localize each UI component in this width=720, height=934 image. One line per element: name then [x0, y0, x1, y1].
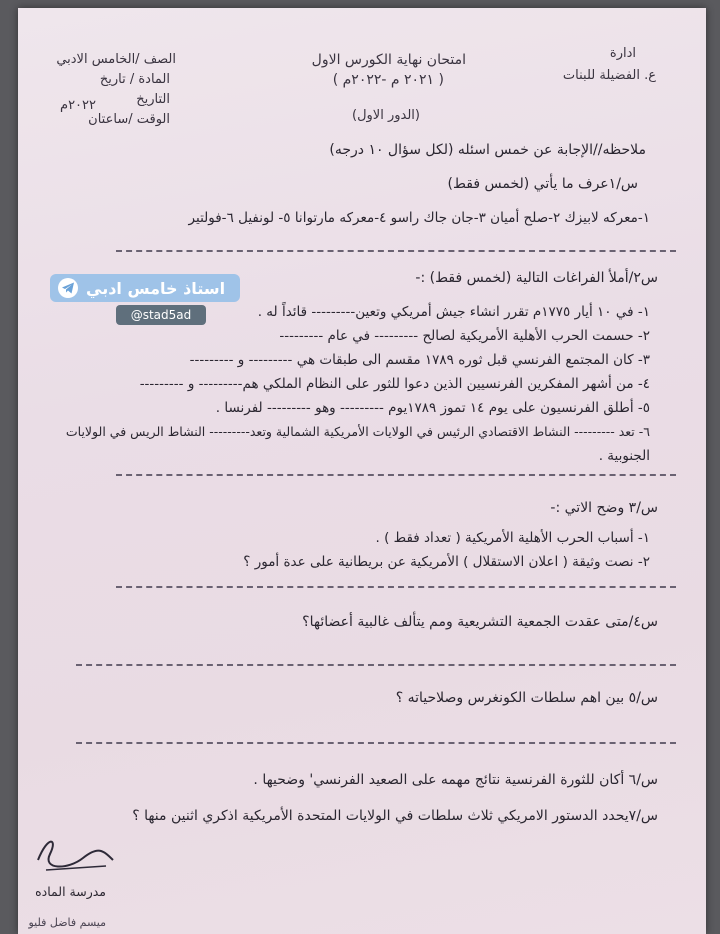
q1-terms: ١-معركه لابيزك ٢-صلح أميان ٣-جان جاك راسو ٤-معركه مارتوانا ٥- لونفيل ٦-فولتير [188, 210, 650, 226]
q2-item-2: ٢- حسمت الحرب الأهلية الأمريكية لصالح --------- في عام --------- [279, 328, 650, 344]
q3-item-2: ٢- نصت وثيقة ( اعلان الاستقلال ) الأمريكية عن بريطانية على عدة أمور ؟ [243, 554, 650, 570]
q2-item-5: ٥- أطلق الفرنسيون على يوم ١٤ تموز ١٧٨٩يوم --------- وهو --------- لفرنسا . [215, 400, 650, 416]
telegram-icon [58, 278, 78, 298]
school-name: ع. الفضيلة للبنات [562, 68, 656, 83]
q2-title: س٢/أملأ الفراغات التالية (لخمس فقط) :- [415, 270, 658, 286]
q4-question: س٤/متى عقدت الجمعية التشريعية ومم يتألف غالبية أعضائها؟ [302, 614, 658, 630]
exam-year: ( ٢٠٢١ م -٢٠٢٢م ) [332, 72, 444, 88]
q2-item-6-cont: الجنوبية . [598, 448, 650, 464]
date-value: ٢٠٢٢م [60, 98, 96, 113]
channel-watermark [50, 274, 240, 302]
date-label: التاريخ [136, 92, 170, 107]
q3-item-1: ١- أسباب الحرب الأهلية الأمريكية ( تعداد فقط ) . [375, 530, 650, 546]
grade-label: الصف /الخامس الادبي [56, 52, 176, 67]
q3-title: س/٣ وضح الاتي :- [550, 500, 658, 516]
answer-line [116, 250, 676, 252]
exam-note: ملاحظه//الإجابة عن خمس اسئله (لكل سؤال ١٠ درجه) [329, 142, 646, 158]
signature-icon [28, 830, 118, 880]
q2-item-6: ٦- تعد --------- النشاط الاقتصادي الرئيس في الولايات الأمريكية الشمالية وتعد--------- النشاط الريس في الولايات [65, 424, 650, 439]
q2-item-3: ٣- كان المجتمع الفرنسي قبل ثوره ١٧٨٩ مقسم الى طبقات هي --------- و --------- [189, 352, 650, 368]
channel-handle: @stad5ad [116, 305, 206, 325]
q6-question: س/٦ أكان للثورة الفرنسية نتائج مهمه على الصعيد الفرنسي' وضحيها . [253, 772, 658, 788]
exam-paper [18, 8, 706, 934]
answer-line [116, 586, 676, 588]
answer-line [116, 474, 676, 476]
exam-round: (الدور الاول) [352, 108, 420, 123]
subject-label: المادة / تاريخ [99, 72, 170, 87]
channel-name: استاذ خامس ادبي [86, 278, 226, 298]
answer-line [76, 742, 676, 744]
teacher-name: ميسم فاضل فليو [28, 916, 106, 929]
admin-label: ادارة [609, 46, 636, 61]
exam-title: امتحان نهاية الكورس الاول [311, 52, 466, 68]
q2-item-4: ٤- من أشهر المفكرين الفرنسيين الذين دعوا للثور على النظام الملكي هم--------- و --------- [139, 376, 650, 392]
teacher-label: مدرسة الماده [35, 884, 106, 899]
q7-question: س/٧يحدد الدستور الامريكي ثلاث سلطات في الولايات المتحدة الأمريكية اذكري اثنين منها ؟ [132, 808, 658, 824]
answer-line [76, 664, 676, 666]
q2-item-1: ١- في ١٠ أيار ١٧٧٥م تقرر انشاء جيش أمريكي وتعين--------- قائداً له . [257, 304, 650, 320]
q5-question: س/٥ بين اهم سلطات الكونغرس وصلاحياته ؟ [395, 690, 658, 706]
time-label: الوقت /ساعتان [88, 112, 170, 127]
q1-title: س/١عرف ما يأتي (لخمس فقط) [447, 176, 638, 192]
